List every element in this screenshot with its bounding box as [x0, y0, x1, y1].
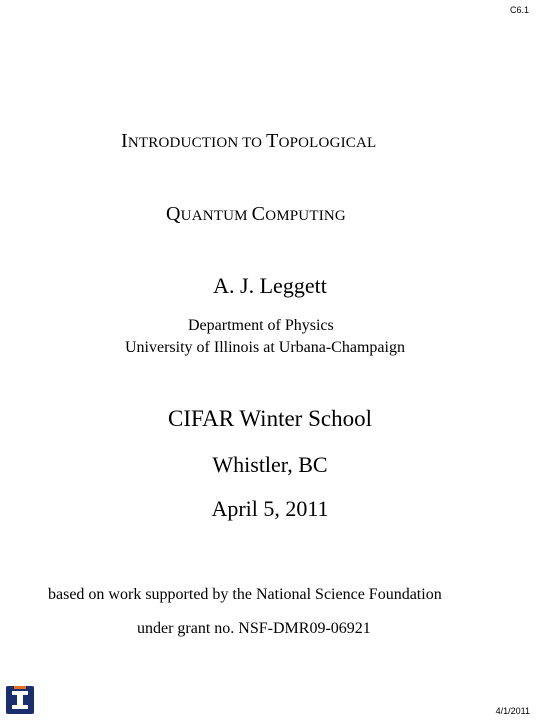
title-smallcaps: OPOLOGICAL	[278, 135, 377, 151]
title-line-2	[166, 203, 346, 226]
title-initial: I	[121, 130, 128, 152]
university: University of Illinois at Urbana-Champaign	[125, 339, 405, 356]
slide-number: C6.1	[509, 5, 529, 15]
title-line-1	[121, 130, 376, 153]
title-initial: C	[251, 203, 266, 225]
title-initial: T	[266, 130, 279, 152]
department: Department of Physics	[188, 317, 334, 334]
title-initial: Q	[166, 203, 181, 225]
funding-line-2: under grant no. NSF-DMR09-06921	[137, 620, 371, 637]
author-name: A. J. Leggett	[213, 273, 327, 298]
event-date: April 5, 2011	[211, 496, 329, 521]
title-smallcaps: OMPUTING	[265, 208, 346, 224]
event-location: Whistler, BC	[212, 452, 328, 477]
title-smallcaps: UANTUM	[180, 208, 252, 224]
title-smallcaps: NTRODUCTION TO	[127, 135, 267, 151]
funding-line-1: based on work supported by the National Science Foundation	[48, 586, 442, 603]
footer-date: 4/1/2011	[495, 706, 530, 716]
university-of-illinois-logo-icon	[6, 686, 34, 714]
event-name: CIFAR Winter School	[168, 406, 372, 431]
